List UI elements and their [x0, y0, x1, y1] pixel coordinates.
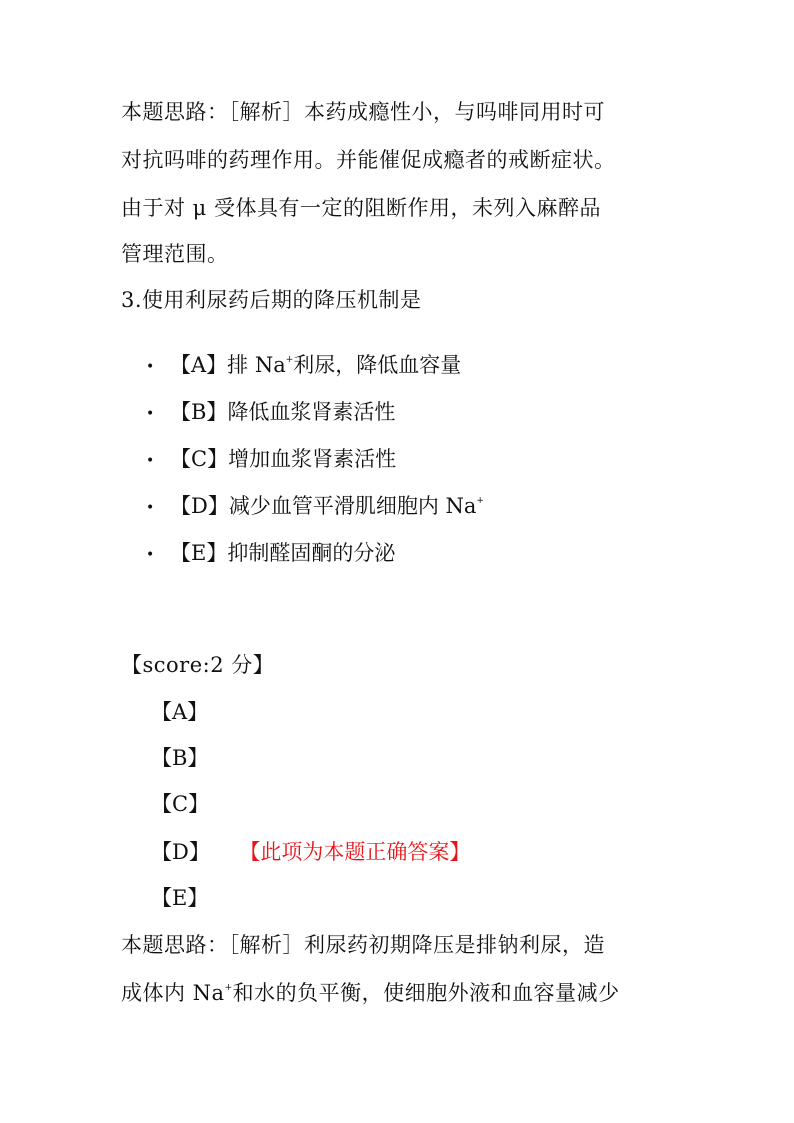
bullet: • — [146, 546, 155, 563]
correct-answer-marker: 【此项为本题正确答案】 — [249, 840, 471, 864]
option-key: 【C】 — [170, 447, 229, 471]
option-key: 【A】 — [170, 353, 228, 377]
superscript: + — [476, 496, 484, 506]
option-text: 减少血管平滑肌细胞内 Na — [228, 494, 477, 518]
explanation-line-3: 由于对 μ 受体具有一定的阻断作用，未列入麻醉品 — [121, 196, 601, 220]
bullet: • — [146, 358, 155, 375]
answer-b: 【B】 — [151, 746, 209, 770]
explanation2-text-tail: 和水的负平衡，使细胞外液和血容量减少 — [232, 981, 620, 1005]
option-key: 【E】 — [170, 541, 228, 565]
option-text: 排 Na — [227, 353, 286, 377]
explanation-line-4: 管理范围。 — [121, 242, 229, 266]
superscript: + — [285, 355, 294, 365]
score-label: 【score:2 分】 — [121, 653, 275, 677]
option-c — [146, 445, 396, 475]
answer-e: 【E】 — [151, 886, 209, 910]
explanation2-line-2 — [121, 979, 620, 1007]
option-e — [146, 539, 395, 569]
answer-d — [151, 838, 470, 866]
answer-c: 【C】 — [151, 792, 210, 816]
option-text: 降低血浆肾素活性 — [227, 400, 396, 424]
explanation2-line-1: 本题思路：［解析］利尿药初期降压是排钠利尿，造 — [121, 933, 605, 957]
option-a — [146, 351, 461, 381]
option-key: 【B】 — [170, 400, 228, 424]
option-d — [146, 492, 484, 522]
answer-a: 【A】 — [151, 700, 209, 724]
explanation2-text: 成体内 Na — [121, 981, 225, 1005]
explanation-line-1: 本题思路：［解析］本药成瘾性小，与吗啡同用时可 — [121, 100, 605, 124]
question-text: 3.使用利尿药后期的降压机制是 — [121, 288, 422, 312]
explanation-line-2: 对抗吗啡的药理作用。并能催促成瘾者的戒断症状。 — [121, 148, 616, 172]
option-b — [146, 398, 395, 428]
option-text: 增加血浆肾素活性 — [228, 447, 397, 471]
answer-d-key: 【D】 — [151, 840, 210, 864]
bullet: • — [146, 405, 155, 422]
bullet: • — [146, 499, 155, 516]
bullet: • — [146, 452, 155, 469]
superscript: + — [224, 983, 233, 993]
option-text: 抑制醛固酮的分泌 — [227, 541, 396, 565]
option-text-tail: 利尿，降低血容量 — [293, 353, 462, 377]
option-key: 【D】 — [170, 494, 229, 518]
